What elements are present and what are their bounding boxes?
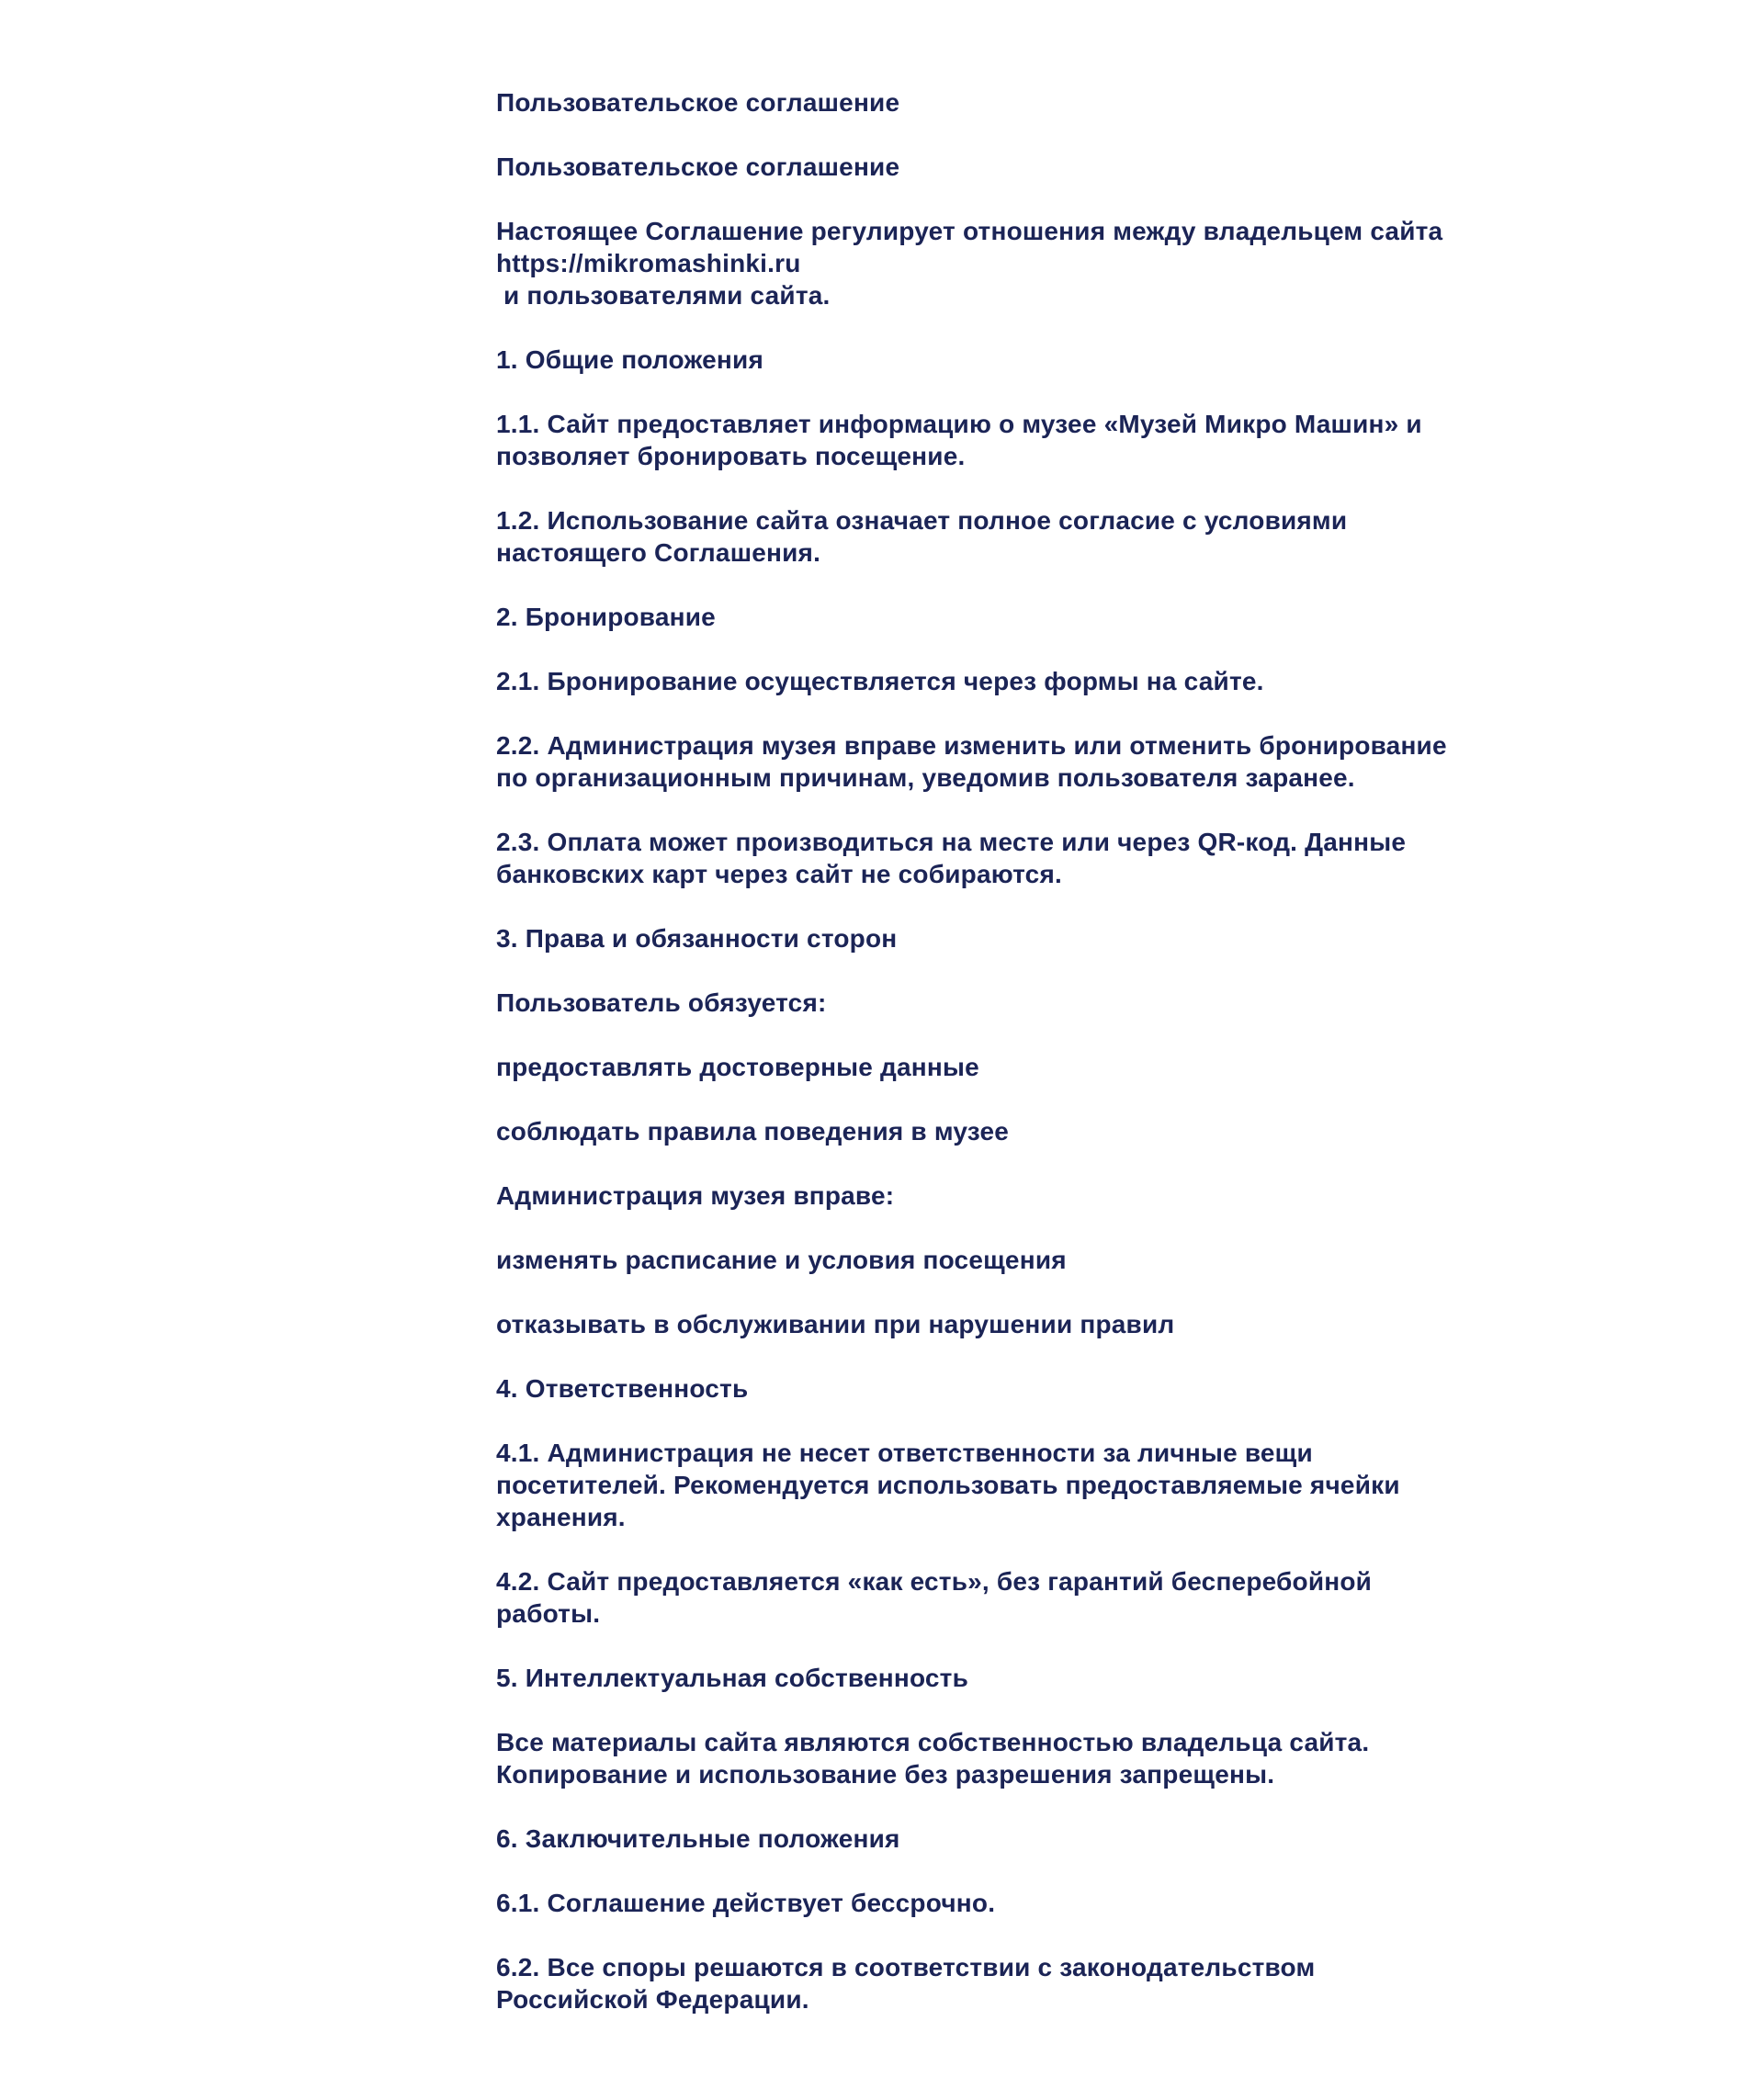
ip-paragraph: Все материалы сайта являются собственностью владельца сайта. Копирование и использование без разрешения запрещены. [496, 1728, 1370, 1789]
section-heading-general: 1. Общие положения [496, 345, 763, 374]
clause-6-1: 6.1. Соглашение действует бессрочно. [496, 1889, 996, 1917]
section-heading-rights: 3. Права и обязанности сторон [496, 924, 898, 953]
intro-paragraph: Настоящее Соглашение регулирует отношения между владельцем сайта https://mikromashinki.ru и пользователями сайта. [496, 217, 1443, 310]
section-heading-ip: 5. Интеллектуальная собственность [496, 1664, 968, 1692]
section-heading-booking: 2. Бронирование [496, 603, 716, 631]
clause-1-2: 1.2. Использование сайта означает полное согласие с условиями настоящего Соглашения. [496, 506, 1348, 567]
admin-right-item: изменять расписание и условия посещения [496, 1246, 1067, 1274]
section-heading-liability: 4. Ответственность [496, 1374, 749, 1403]
agreement-document [496, 86, 1516, 2015]
user-obligation-item: соблюдать правила поведения в музее [496, 1117, 1010, 1146]
clause-4-2: 4.2. Сайт предоставляется «как есть», без гарантий бесперебойной работы. [496, 1567, 1373, 1628]
clause-2-1: 2.1. Бронирование осуществляется через формы на сайте. [496, 667, 1264, 695]
clause-1-1: 1.1. Сайт предоставляет информацию о музее «Музей Микро Машин» и позволяет бронировать посещение. [496, 410, 1422, 470]
admin-rights-label: Администрация музея вправе: [496, 1181, 895, 1210]
agreement-heading: Пользовательское соглашение [496, 152, 900, 181]
clause-2-3: 2.3. Оплата может производиться на месте или через QR-код. Данные банковских карт через сайт не собираются. [496, 828, 1407, 888]
section-heading-final: 6. Заключительные положения [496, 1824, 900, 1853]
user-obligations-label: Пользователь обязуется: [496, 988, 827, 1017]
clause-2-2: 2.2. Администрация музея вправе изменить или отменить бронирование по организационным причинам, уведомив пользователя заранее. [496, 731, 1447, 792]
page-title: Пользовательское соглашение [496, 88, 900, 117]
clause-4-1: 4.1. Администрация не несет ответственности за личные вещи посетителей. Рекомендуется использовать предоставляемые ячейки хранения. [496, 1439, 1400, 1531]
admin-right-item: отказывать в обслуживании при нарушении правил [496, 1310, 1175, 1338]
user-obligation-item: предоставлять достоверные данные [496, 1053, 979, 1081]
clause-6-2: 6.2. Все споры решаются в соответствии с законодательством Российской Федерации. [496, 1953, 1316, 2014]
